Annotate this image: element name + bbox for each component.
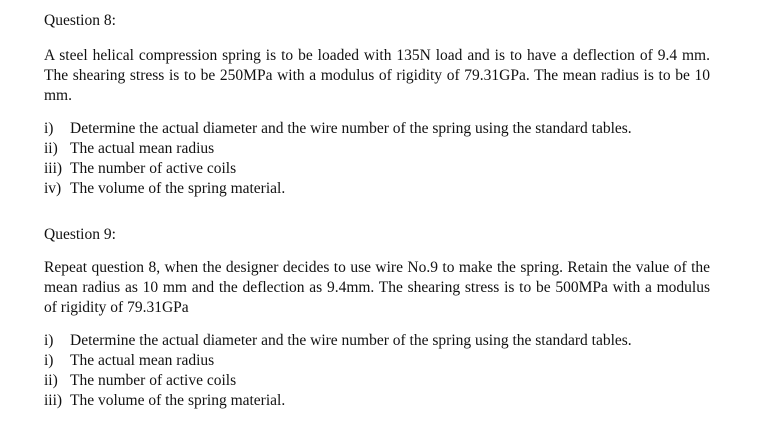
question-9-item-3 [44,372,236,390]
list-marker: iii) [44,392,63,409]
list-item-text: The number of active coils [70,160,237,177]
list-item-text: The actual mean radius [70,352,215,369]
question-8-heading: Question 8: [44,12,116,29]
list-marker: ii) [44,140,58,157]
list-marker: i) [44,352,54,369]
list-marker: i) [44,332,54,349]
question-8-body: A steel helical compression spring is to be loaded with 135N load and is to have a deflection of 9.4 mm. The shearing stress is to be 250MPa with a modulus of rigidity of 79.31GPa. The mean radius is to be 10 mm. [44,47,710,104]
question-8-item-1 [44,120,632,138]
list-item-text: The volume of the spring material. [70,392,286,409]
question-9-item-2 [44,352,214,370]
list-item-text: The number of active coils [70,372,237,389]
question-8-item-2 [44,140,214,158]
list-item-text: The actual mean radius [70,140,215,157]
list-item-text: The volume of the spring material. [70,180,286,197]
question-8-item-3 [44,160,236,178]
question-9-body: Repeat question 8, when the designer decides to use wire No.9 to make the spring. Retain the value of the mean radius as 10 mm and the deflection as 9.4mm. The shearing stress is to be 500MPa with a modulus of rigidity of 79.31GPa [44,259,710,316]
list-marker: iii) [44,160,63,177]
list-marker: iv) [44,180,62,197]
question-9-item-1 [44,332,632,350]
list-marker: i) [44,120,54,137]
question-9-heading: Question 9: [44,226,116,243]
list-marker: ii) [44,372,58,389]
list-item-text: Determine the actual diameter and the wire number of the spring using the standard tables. [70,332,632,349]
question-8-item-4 [44,180,285,198]
list-item-text: Determine the actual diameter and the wire number of the spring using the standard tables. [70,120,632,137]
question-9-item-4 [44,392,285,410]
